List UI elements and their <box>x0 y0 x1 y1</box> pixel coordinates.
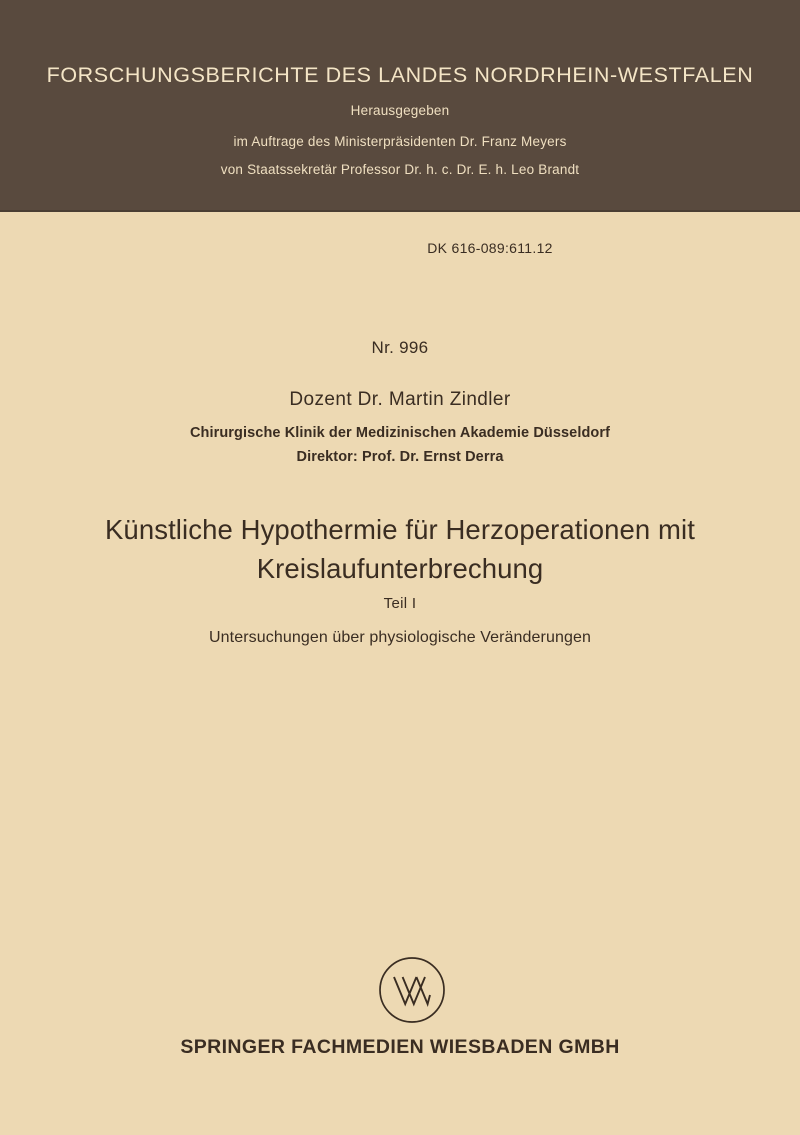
volume-part-label: Teil I <box>383 595 417 612</box>
series-title: FORSCHUNGSBERICHTE DES LANDES NORDRHEIN-WESTFALEN <box>46 63 754 87</box>
edited-by-label: Herausgegeben <box>350 103 450 118</box>
dk-classification-number: DK 616-089:611.12 <box>427 240 553 256</box>
publisher-name: SPRINGER FACHMEDIEN WIESBADEN GMBH <box>180 1036 620 1058</box>
editor-line-1: im Auftrage des Ministerpräsidenten Dr. Franz Meyers <box>233 134 567 149</box>
header-band <box>0 0 800 212</box>
author-affiliation: Chirurgische Klinik der Medizinischen Akademie Düsseldorf <box>189 425 611 441</box>
page-title <box>0 510 800 588</box>
institute-director: Direktor: Prof. Dr. Ernst Derra <box>296 449 504 465</box>
page-title-line-2: Kreislaufunterbrechung <box>256 553 544 584</box>
page-subtitle: Untersuchungen über physiologische Veränderungen <box>209 629 591 646</box>
editor-line-2: von Staatssekretär Professor Dr. h. c. Dr. E. h. Leo Brandt <box>220 162 580 177</box>
author-name: Dozent Dr. Martin Zindler <box>289 389 511 410</box>
report-number: Nr. 996 <box>371 338 429 357</box>
springer-w-monogram-icon <box>377 955 447 1025</box>
page-title-line-1: Künstliche Hypothermie für Herzoperationen mit <box>104 514 695 545</box>
